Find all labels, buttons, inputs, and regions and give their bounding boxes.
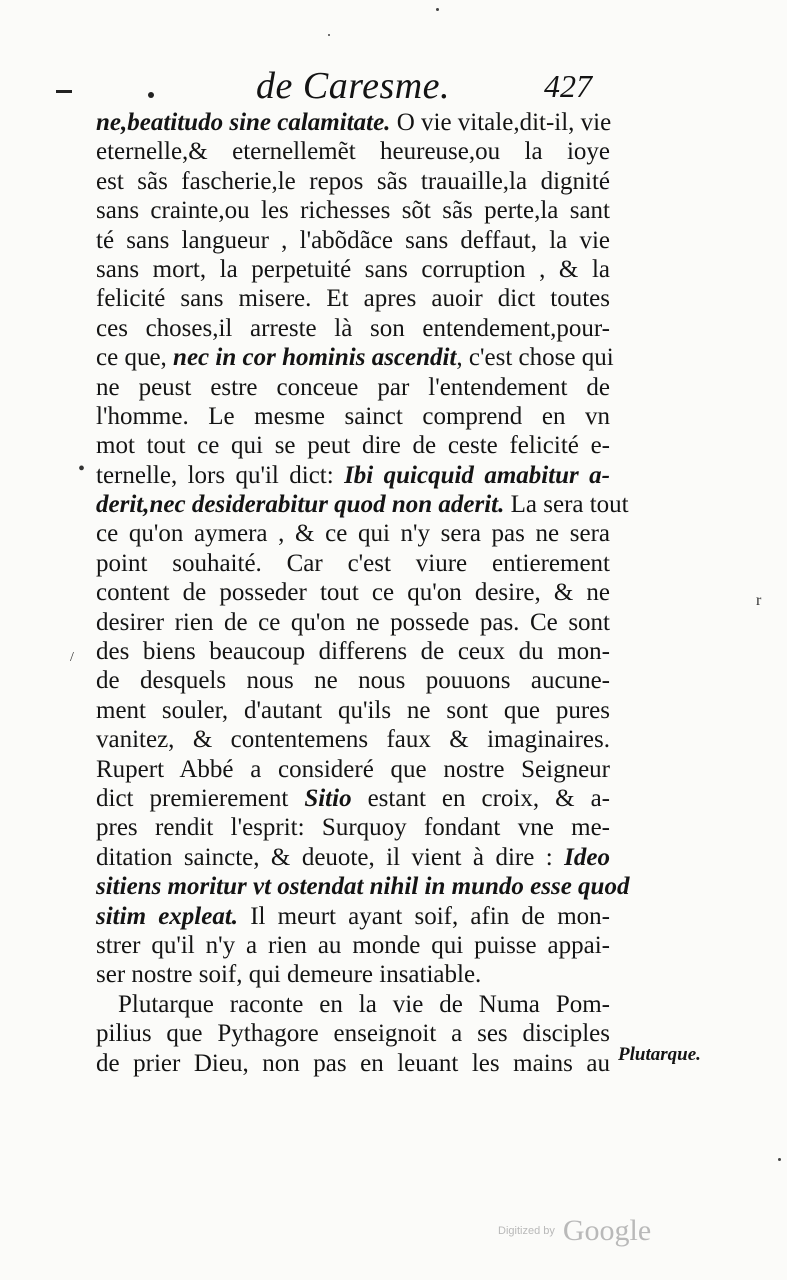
margin-note: Plutarque.: [618, 1044, 701, 1065]
text-line: [96, 549, 610, 578]
text-line: [96, 902, 610, 931]
latin-quote: Ibi quicquid amabitur a-: [344, 461, 611, 489]
text-run: té sans langueur , l'abõdãce sans deffaut, la vie: [96, 226, 610, 254]
text-line: [96, 843, 610, 872]
text-run: ne peust estre conceue par l'entendement de: [96, 373, 610, 401]
text-line: [96, 196, 610, 225]
latin-quote: nec in cor hominis ascendit: [173, 344, 457, 372]
text-line: [96, 578, 610, 607]
margin-tick-mark: r: [756, 592, 762, 609]
text-run: sans crainte,ou les richesses sõt sãs perte,la sant: [96, 197, 610, 225]
digitized-by-google-watermark: [498, 1214, 651, 1248]
text-run: ces choses,il arreste là son entendement,pour-: [96, 314, 610, 342]
text-run: des biens beaucoup differens de ceux du mon-: [96, 638, 610, 666]
text-line: [96, 960, 496, 989]
google-logo: Google: [562, 1214, 652, 1247]
text-run: dict premierement: [96, 784, 305, 812]
text-line: [96, 813, 610, 842]
text-run: est sãs fascherie,le repos sãs trauaille,la dignité: [96, 167, 610, 195]
text-line: [96, 784, 610, 813]
text-line: [96, 255, 610, 284]
ink-speck: [436, 8, 439, 11]
text-line: [96, 725, 610, 754]
latin-quote: Sitio: [304, 784, 352, 812]
text-line: [96, 343, 614, 372]
text-run: ce qu'on aymera , & ce qui n'y sera pas ne sera: [96, 520, 610, 548]
text-line: [96, 637, 610, 666]
text-line: [96, 284, 610, 313]
text-line: [96, 696, 610, 725]
text-run: ser nostre soif, qui demeure insatiable.: [96, 961, 482, 989]
watermark-prefix: Digitized by: [498, 1225, 555, 1237]
text-line: [96, 1049, 610, 1078]
text-run: , c'est chose qui: [456, 344, 614, 372]
text-run: sans mort, la perpetuité sans corruption , & la: [96, 255, 610, 283]
text-run: de desquels nous ne nous pouuons aucune-: [96, 667, 610, 695]
ink-speck: [778, 1158, 781, 1161]
text-line: [96, 314, 610, 343]
margin-stroke-mark: /: [70, 650, 74, 665]
text-line: [96, 108, 610, 137]
text-line: [96, 608, 610, 637]
latin-quote: sitiens moritur vt ostendat nihil in mundo esse quod: [96, 873, 630, 901]
margin-dash-mark: [56, 90, 72, 93]
margin-bullet-mark: •: [78, 458, 86, 480]
text-line: [96, 990, 610, 1019]
text-line: [96, 431, 610, 460]
text-line: [96, 872, 630, 901]
text-line: [96, 461, 610, 490]
ink-dot-mark: [148, 92, 154, 98]
text-run: ce que,: [96, 344, 174, 372]
ink-speck: [328, 34, 330, 36]
running-head: [96, 62, 616, 106]
text-run: l'homme. Le mesme sainct comprend en vn: [96, 402, 610, 430]
text-run: ditation saincte, & deuote, il vient à dire :: [96, 843, 565, 871]
text-run: strer qu'il n'y a rien au monde qui puisse appai-: [96, 931, 610, 959]
text-run: desirer rien de ce qu'on ne possede pas. Ce sont: [96, 608, 610, 636]
text-line: [96, 137, 610, 166]
text-line: [96, 167, 610, 196]
text-run: point souhaité. Car c'est viure entierement: [96, 549, 610, 577]
running-title: de Caresme.: [256, 65, 451, 107]
latin-quote: ne,beatitudo sine calamitate.: [96, 109, 391, 136]
text-line: [96, 666, 610, 695]
text-run: ternelle, lors qu'il dict:: [96, 461, 345, 489]
page-number: 427: [544, 68, 592, 104]
text-line: [96, 490, 629, 519]
text-line: [96, 519, 610, 548]
latin-quote: derit,nec desiderabitur quod non aderit.: [96, 491, 505, 519]
text-run: O vie vitale,dit-il, vie: [390, 109, 612, 136]
text-line: [96, 373, 610, 402]
text-line: [96, 931, 610, 960]
text-run: vanitez, & contentemens faux & imaginaires.: [96, 726, 610, 754]
text-run: mot tout ce qui se peut dire de ceste felicité e-: [96, 432, 610, 460]
text-run: estant en croix, & a-: [351, 784, 610, 812]
text-run: Rupert Abbé a consideré que nostre Seigneur: [96, 755, 610, 783]
text-run: Plutarque raconte en la vie de Numa Pom-: [118, 990, 610, 1018]
text-run: de prier Dieu, non pas en leuant les mains au: [96, 1049, 610, 1077]
text-line: [96, 226, 610, 255]
text-line: [96, 755, 610, 784]
text-run: content de posseder tout ce qu'on desire, & ne: [96, 579, 610, 607]
text-line: [96, 402, 610, 431]
body-text: [96, 108, 630, 1078]
text-run: La sera tout: [504, 491, 629, 519]
text-run: ment souler, d'autant qu'ils ne sont que pures: [96, 696, 610, 724]
text-line: [96, 1019, 610, 1048]
text-run: felicité sans misere. Et apres auoir dict toutes: [96, 285, 610, 313]
text-run: eternelle,& eternellemẽt heureuse,ou la ioye: [96, 138, 610, 166]
text-run: Il meurt ayant soif, afin de mon-: [238, 902, 610, 930]
text-run: pilius que Pythagore enseignoit a ses disciples: [96, 1020, 610, 1048]
text-run: pres rendit l'esprit: Surquoy fondant vne me-: [96, 814, 610, 842]
latin-quote: Ideo: [564, 843, 610, 871]
latin-quote: sitim expleat.: [96, 902, 239, 930]
